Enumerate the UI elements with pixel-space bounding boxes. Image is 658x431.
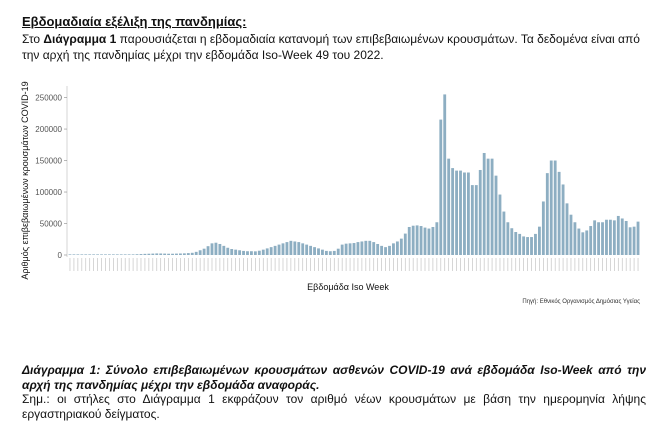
bar [258,251,261,255]
bar [550,161,553,255]
bar [546,173,549,255]
bar [199,250,202,255]
bar [353,243,356,255]
bar [491,159,494,255]
bar [570,215,573,255]
bar [345,244,348,255]
bar [329,251,332,255]
bar [321,250,324,255]
bar [179,253,182,255]
bar [404,234,407,255]
bar [341,245,344,255]
bar [313,247,316,255]
bar [621,218,624,255]
bar [384,247,387,255]
bar [309,246,312,255]
bar [428,229,431,255]
bar [475,185,478,255]
bar [195,252,198,255]
bar [116,254,119,255]
bar [506,222,509,255]
bar [510,228,513,255]
bar [530,237,533,255]
bar [589,226,592,255]
bar [538,227,541,255]
bar [514,232,517,255]
bar [376,244,379,255]
bar [573,222,576,255]
y-axis [35,86,67,260]
bar [218,244,221,255]
bar [392,243,395,255]
bar [222,246,225,255]
bar [471,185,474,255]
bar [108,254,111,255]
bar [364,241,367,255]
bar [447,159,450,255]
bar [151,254,154,255]
y-axis-title: Αριθμός επιβεβαιωμένων κρουσμάτων COVID-19 [20,81,30,280]
bar [92,254,95,255]
bar [147,254,150,255]
bar [467,173,470,256]
bar [286,242,289,255]
bar [203,249,206,255]
bar [605,220,608,255]
bar [293,241,296,255]
bar [230,249,233,255]
bar [317,248,320,255]
bar [333,251,336,255]
bar [337,249,340,255]
bar [633,227,636,255]
bar [187,253,190,255]
bar [301,243,304,255]
bar [483,153,486,255]
bar [163,254,166,255]
bar [159,253,162,255]
bar [234,250,237,255]
y-tick-label: 100000 [35,188,62,198]
bar [96,254,99,255]
intro-rest: παρουσιάζεται η εβδομαδιαία κατανομή των επιβεβαιωμένων κρουσμάτων. Τα δεδομένα είναι από την αρχή της πανδημίας μέχρι την εβδομάδα Iso-Week 49 του 2022. [22,32,640,62]
bar [581,232,584,255]
bar [439,120,442,255]
bar [73,254,76,255]
bar [262,250,265,255]
bar [424,228,427,255]
y-tick-label: 0 [57,251,62,260]
bar-series [69,94,640,255]
bar [455,171,458,255]
bar [112,254,115,255]
bar [325,251,328,255]
bar [250,251,253,255]
bar [502,212,505,255]
bar [305,245,308,255]
bar [357,242,360,255]
bar [443,94,446,255]
bar [542,201,545,255]
x-axis-title: Εβδομάδα Iso Week [307,282,389,292]
bar [270,247,273,255]
bar [601,222,604,255]
bar [289,241,292,255]
bar [282,243,285,255]
bar [120,254,123,255]
bar [80,254,83,255]
bar [183,253,186,255]
bar [140,254,143,255]
bar [609,220,612,255]
bar [128,254,131,255]
y-tick-label: 250000 [35,93,62,103]
bar [435,222,438,255]
bar [629,227,632,255]
bar [585,230,588,255]
section-heading: Εβδομαδιαία εξέλιξη της πανδημίας: [22,14,247,29]
bar [416,225,419,255]
bar [479,170,482,255]
bar [451,168,454,255]
y-tick-label: 50000 [39,219,62,229]
bar [625,221,628,255]
bar [499,195,502,255]
bar [613,220,616,255]
bar [104,254,107,255]
bar [76,254,79,255]
bar [518,234,521,255]
bar [360,241,363,255]
bar [534,234,537,255]
bar [372,242,375,255]
bar [100,254,103,255]
y-tick-label: 150000 [35,156,62,166]
bar [562,184,565,255]
bar [617,216,620,255]
bar [388,246,391,255]
bar [459,171,462,255]
bar [155,253,158,255]
bar [487,159,490,255]
bar [412,226,415,255]
bar [88,254,91,255]
bar [132,254,135,255]
bar [400,239,403,255]
intro-prefix: Στο [22,32,44,46]
bar [69,254,72,255]
figure-caption: Διάγραμμα 1: Σύνολο επιβεβαιωμένων κρουσμάτων ασθενών COVID-19 ανά εβδομάδα Iso-Week από την αρχή της πανδημίας μέχρι την εβδομάδα αναφοράς. [22,363,646,392]
bar [136,254,139,255]
bar [84,254,87,255]
bar [349,243,352,255]
bar [420,226,423,255]
bar [124,254,127,255]
bar [593,220,596,255]
intro-diagram-ref: Διάγραμμα 1 [43,32,117,46]
bar [368,241,371,255]
bar [171,254,174,255]
bar [144,254,147,255]
bar [297,242,300,255]
bar [408,227,411,255]
bar [637,222,640,255]
bar [226,248,229,255]
bar [495,176,498,255]
bar [266,248,269,255]
bar [526,237,529,255]
bar [577,229,580,255]
bar [558,172,561,255]
bar [554,161,557,255]
bar [522,236,525,255]
bar [274,246,277,255]
figure-note: Σημ.: οι στήλες στο Διάγραμμα 1 εκφράζουν τον αριθμό νέων κρουσμάτων με βάση την ημερομηνία λήψης εργαστηριακού δείγματος. [22,392,646,421]
bar [246,251,249,255]
bar [215,243,218,255]
bar [238,250,241,255]
bar [175,254,178,255]
x-axis [70,258,638,271]
bar [242,251,245,255]
bar [431,227,434,255]
source-note: Πηγή: Εθνικός Οργανισμός Δημόσιας Υγείας [522,299,640,305]
bar [191,253,194,255]
bar [396,241,399,255]
bar [278,245,281,255]
bar [254,251,257,255]
bar [207,246,210,255]
bar [167,254,170,255]
bar [566,203,569,255]
bar [211,243,214,255]
bar [380,246,383,255]
y-tick-label: 200000 [35,125,62,135]
bar [597,222,600,255]
bar [463,173,466,256]
